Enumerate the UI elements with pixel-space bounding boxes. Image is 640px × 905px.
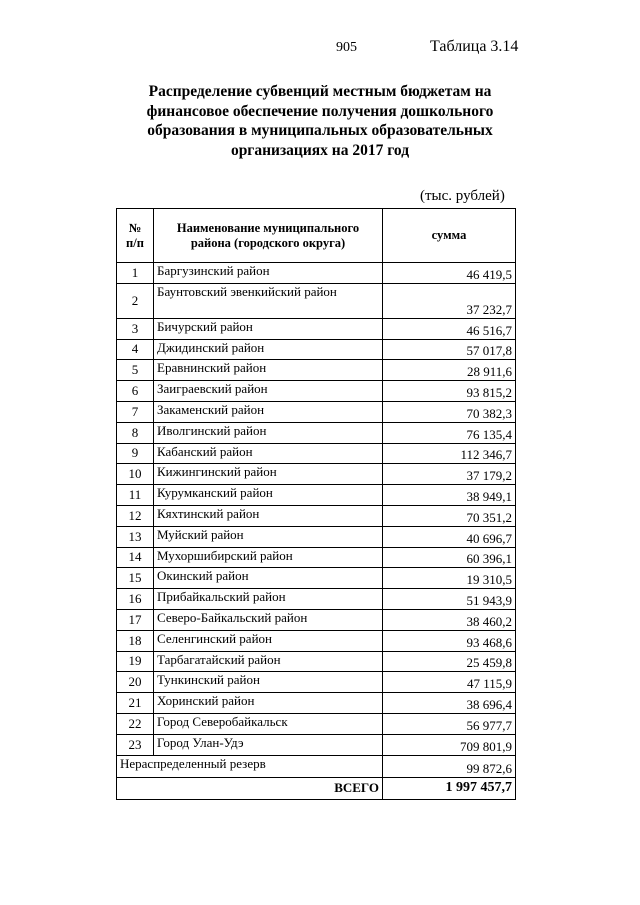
row-number: 10 [117,464,154,485]
table-row [117,263,516,284]
row-name: Бичурский район [154,318,383,339]
row-number: 9 [117,443,154,464]
reserve-label: Нераспределенный резерв [117,755,383,777]
row-number: 22 [117,713,154,734]
table-row [117,734,516,755]
table-label: Таблица 3.14 [430,38,519,55]
table-row [117,422,516,443]
header-number-line1: № [128,220,142,235]
reserve-sum: 99 872,6 [383,755,516,777]
total-sum: 1 997 457,7 [383,777,516,799]
total-label: ВСЕГО [117,777,383,799]
row-number: 11 [117,485,154,506]
header-name-line1: Наименование муниципального [176,220,360,235]
row-name: Муйский район [154,526,383,547]
row-sum: 46 419,5 [383,263,516,284]
row-name: Кяхтинский район [154,505,383,526]
table-row [117,651,516,672]
row-number: 18 [117,630,154,651]
row-number: 23 [117,734,154,755]
row-sum: 46 516,7 [383,318,516,339]
table-row [117,505,516,526]
row-name: Еравнинский район [154,360,383,381]
table-row [117,547,516,568]
row-number: 19 [117,651,154,672]
row-name: Селенгинский район [154,630,383,651]
table-row [117,464,516,485]
table-row [117,713,516,734]
row-sum: 93 815,2 [383,381,516,402]
row-sum: 93 468,6 [383,630,516,651]
row-number: 17 [117,609,154,630]
row-number: 21 [117,693,154,714]
subvention-table [116,208,516,800]
title-line: финансовое обеспечение получения дошкольного [146,102,494,120]
row-sum: 51 943,9 [383,589,516,610]
table-row [117,609,516,630]
row-number: 12 [117,505,154,526]
table-row [117,283,516,318]
table-row [117,318,516,339]
row-number: 8 [117,422,154,443]
row-number: 3 [117,318,154,339]
units-note: (тыс. рублей) [420,188,505,204]
title-line: Распределение субвенций местным бюджетам на [148,83,492,100]
total-row [117,777,516,799]
header-number-line2: п/п [126,235,144,250]
header-number [117,209,154,263]
row-name: Мухоршибирский район [154,547,383,568]
table-row [117,693,516,714]
row-name: Джидинский район [154,339,383,360]
row-name: Тункинский район [154,672,383,693]
table-row [117,485,516,506]
row-name: Иволгинский район [154,422,383,443]
reserve-row [117,755,516,777]
row-sum: 38 949,1 [383,485,516,506]
row-name: Город Улан-Удэ [154,734,383,755]
table-row [117,401,516,422]
row-name: Баунтовский эвенкийский район [154,283,383,318]
row-name: Закаменский район [154,401,383,422]
row-sum: 112 346,7 [383,443,516,464]
row-sum: 56 977,7 [383,713,516,734]
row-sum: 76 135,4 [383,422,516,443]
row-sum: 38 696,4 [383,693,516,714]
row-number: 20 [117,672,154,693]
row-name: Город Северобайкальск [154,713,383,734]
row-number: 13 [117,526,154,547]
table-row [117,443,516,464]
table-row [117,339,516,360]
row-name: Курумканский район [154,485,383,506]
header-name [154,209,383,263]
table-row [117,630,516,651]
row-name: Кижингинский район [154,464,383,485]
table-row [117,360,516,381]
title-line: образования в муниципальных образовательных [147,122,493,139]
row-sum: 709 801,9 [383,734,516,755]
row-name: Баргузинский район [154,263,383,284]
row-sum: 38 460,2 [383,609,516,630]
row-sum: 40 696,7 [383,526,516,547]
title-line: организациях на 2017 год [230,141,410,159]
row-sum: 47 115,9 [383,672,516,693]
row-name: Заиграевский район [154,381,383,402]
row-number: 6 [117,381,154,402]
row-sum: 19 310,5 [383,568,516,589]
row-sum: 70 382,3 [383,401,516,422]
row-name: Хоринский район [154,693,383,714]
row-sum: 37 179,2 [383,464,516,485]
table-row [117,526,516,547]
row-number: 15 [117,568,154,589]
row-number: 7 [117,401,154,422]
table-header-row [117,209,516,263]
row-sum: 70 351,2 [383,505,516,526]
row-number: 14 [117,547,154,568]
row-name: Тарбагатайский район [154,651,383,672]
table-row [117,568,516,589]
row-sum: 25 459,8 [383,651,516,672]
table-row [117,381,516,402]
row-sum: 57 017,8 [383,339,516,360]
row-sum: 60 396,1 [383,547,516,568]
row-number: 5 [117,360,154,381]
table-row [117,589,516,610]
header-sum: сумма [383,209,516,263]
page-number: 905 [336,40,357,55]
row-number: 2 [117,283,154,318]
row-name: Окинский район [154,568,383,589]
table-row [117,672,516,693]
row-number: 16 [117,589,154,610]
row-number: 1 [117,263,154,284]
row-name: Кабанский район [154,443,383,464]
row-name: Прибайкальский район [154,589,383,610]
row-sum: 37 232,7 [383,283,516,318]
header-name-line2: района (городского округа) [190,235,346,250]
row-number: 4 [117,339,154,360]
document-title [110,82,530,160]
row-sum: 28 911,6 [383,360,516,381]
row-name: Северо-Байкальский район [154,609,383,630]
